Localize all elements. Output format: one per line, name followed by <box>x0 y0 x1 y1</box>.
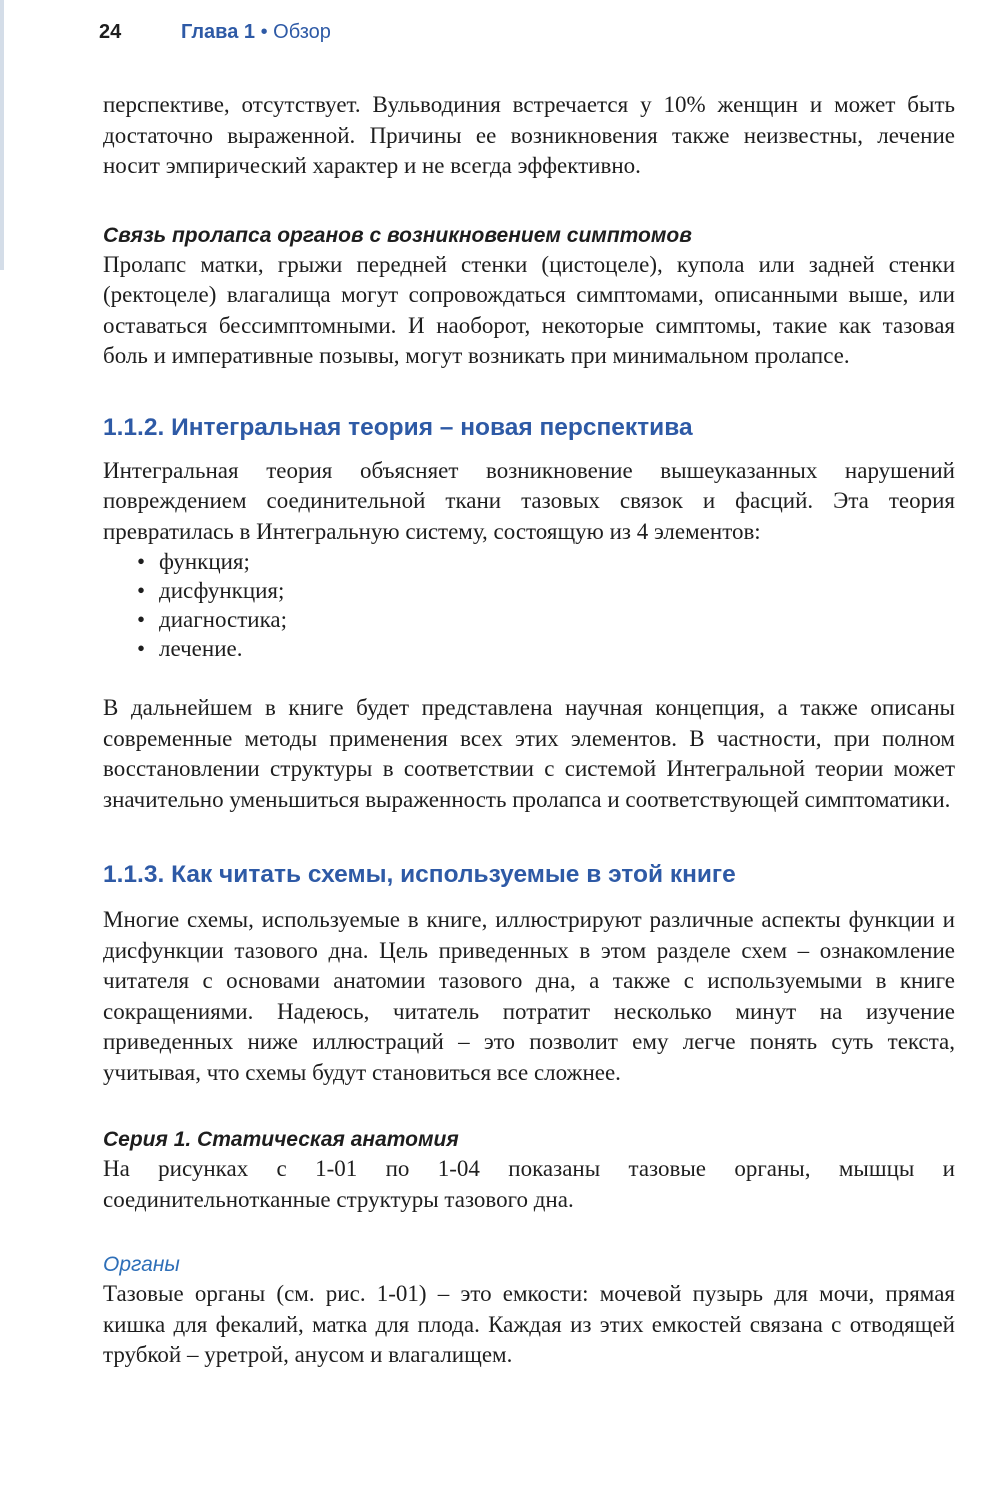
series1-heading: Серия 1. Статическая анатомия <box>103 1128 459 1151</box>
running-header <box>99 20 331 44</box>
prolapse-paragraph: Пролапс матки, грыжи передней стенки (цистоцеле), купола или задней стенки (ректоцеле) влагалища могут сопровождаться симптомами, описанными выше, или оставаться бессимптомными. И наоборот, некоторые симптомы, такие как тазовая боль и императивные позывы, могут возникать при минимальном пролапсе. <box>103 251 955 368</box>
section-113-title: 1.1.3. Как читать схемы, используемые в этой книге <box>103 861 736 888</box>
section-113-paragraph: Многие схемы, используемые в книге, иллюстрируют различные аспекты функции и дисфункции тазового дна. Цель приведенных в этом разделе схем – ознакомление читателя с основами анатомии тазового дна, а также с используемыми в книге сокращениями. Надеюсь, читатель потратит несколько минут на изучение приведенных ниже иллюстраций – это позволит ему легче понять суть текста, учитывая, что схемы будут становиться все сложнее. <box>103 907 955 1085</box>
intro-paragraph: перспективе, отсутствует. Вульводиния встречается у 10% женщин и может быть достаточно выраженной. Причины ее возникновения также неизвестны, лечение носит эмпирический характер и не всегда эффективно. <box>103 92 955 178</box>
section-112-title: 1.1.2. Интегральная теория – новая перспектива <box>103 413 693 441</box>
list-item: • дисфункция; <box>137 576 955 605</box>
header-separator: • <box>260 21 268 43</box>
list-item: • функция; <box>137 547 955 576</box>
page-number: 24 <box>99 21 122 43</box>
prolapse-heading: Связь пролапса органов с возникновением симптомов <box>103 223 692 247</box>
chapter-label: Глава 1 <box>181 21 256 43</box>
organs-paragraph: Тазовые органы (см. рис. 1-01) – это емкости: мочевой пузырь для мочи, прямая кишка для фекалий, матка для плода. Каждая из этих емкостей связана с отводящей трубкой – уретрой, анусом и влагалищем. <box>103 1281 955 1367</box>
list-item: • лечение. <box>137 634 955 663</box>
page-edge-shadow <box>0 0 4 270</box>
page-content <box>103 90 955 1371</box>
chapter-title: Обзор <box>273 21 331 43</box>
series1-paragraph: На рисунках с 1-01 по 1-04 показаны тазовые органы, мышцы и соединительнотканные структуры тазового дна. <box>103 1156 955 1212</box>
list-item: • диагностика; <box>137 605 955 634</box>
section-112-paragraph: Интегральная теория объясняет возникновение вышеуказанных нарушений повреждением соединительной ткани тазовых связок и фасций. Эта теория превратилась в Интегральную систему, состоящую из 4 элементов: <box>103 457 955 544</box>
elements-list <box>103 547 955 663</box>
organs-heading: Органы <box>103 1253 180 1276</box>
section-112-after-paragraph: В дальнейшем в книге будет представлена научная концепция, а также описаны современные методы применения всех этих элементов. В частности, при полном восстановлении структуры в соответствии с системой Интегральной теории может значительно уменьшиться выраженность пролапса и соответствующей симптоматики. <box>103 695 955 812</box>
